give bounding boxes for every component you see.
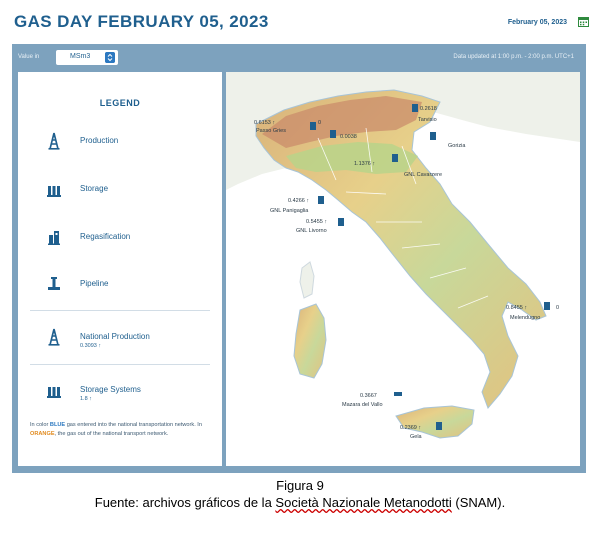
legend-total-label: National Production <box>80 332 150 341</box>
dashboard-panel <box>12 44 586 473</box>
unit-select[interactable] <box>56 50 118 65</box>
entry-point-value: 0.5455 ↑ <box>306 219 328 225</box>
legend-item-label: Pipeline <box>80 279 109 288</box>
figure-caption-source: Fuente: archivos gráficos de la Società Nazionale Metanodotti (SNAM). <box>94 495 506 510</box>
legend-total-storage-systems <box>18 379 222 409</box>
entry-point-name: Tarvisio <box>418 117 437 123</box>
entry-point-name: Gela <box>410 434 422 440</box>
legend-total-value: 0.3093 ↑ <box>80 343 102 349</box>
italy-map[interactable] <box>226 72 580 466</box>
entry-point-value: 0.8455 ↑ <box>506 305 528 311</box>
storage-icon <box>46 381 62 399</box>
caption-company-name: Società Nazionale Metanodotti <box>275 495 452 510</box>
legend-total-value: 1.8 ↑ <box>80 396 92 402</box>
entry-point-value: 0.0038 <box>340 134 357 140</box>
legend-panel <box>18 72 222 466</box>
entry-point-mazara-del-vallo[interactable] <box>342 392 402 408</box>
entry-point-name: GNL Livorno <box>296 228 327 234</box>
entry-point-value: 0.2369 ↑ <box>400 425 422 431</box>
entry-point-name: Mazara del Vallo <box>342 402 383 408</box>
storage-icon <box>46 180 62 198</box>
entry-point-extra: 0 <box>556 305 560 311</box>
unit-select-value: MSm3 <box>70 53 91 60</box>
entry-point-extra: 0 <box>318 120 322 126</box>
legend-title: LEGEND <box>99 98 141 108</box>
entry-point-value: 1.1376 ↑ <box>354 161 376 167</box>
entry-point-name: GNL Cavarzere <box>404 172 443 178</box>
entry-point-gnl-panigaglia[interactable] <box>270 196 324 214</box>
legend-item-pipeline[interactable] <box>18 273 222 303</box>
legend-item-production[interactable] <box>18 130 222 160</box>
legend-divider <box>30 364 210 365</box>
toolbar <box>12 44 586 70</box>
entry-point-value: 0.4266 ↑ <box>288 198 310 204</box>
entry-point-name: Passo Gries <box>256 128 286 134</box>
map-area[interactable] <box>226 72 580 466</box>
unit-label: Value in <box>18 54 40 60</box>
entry-point-gorizia[interactable] <box>430 132 466 149</box>
page-header <box>14 10 589 40</box>
entry-point-value: 0.3667 <box>360 393 377 399</box>
legend-divider <box>30 310 210 311</box>
legend-total-label: Storage Systems <box>80 385 141 394</box>
legend-total-national-production <box>18 326 222 356</box>
production-icon <box>46 132 62 150</box>
corsica-island <box>300 262 314 298</box>
chevron-updown-icon <box>105 52 115 63</box>
entry-point-name: Gorizia <box>448 143 466 149</box>
sardinia-island <box>294 304 326 378</box>
entry-point-name: Melendugno <box>510 315 541 321</box>
figure-caption-number: Figura 9 <box>276 478 324 493</box>
last-updated-text: Data updated at 1:00 p.m. - 2:00 p.m. UTC+1 <box>453 54 574 60</box>
legend-item-label: Regasification <box>80 232 131 241</box>
legend-item-storage[interactable] <box>18 178 222 208</box>
production-icon <box>46 328 62 346</box>
page-title: GAS DAY FEBRUARY 05, 2023 <box>14 12 269 31</box>
note-blue-keyword: BLUE <box>49 422 66 428</box>
legend-note: In color BLUE gas entered into the national transportation network. In ORANGE, the gas out of the national transport network. <box>30 422 202 437</box>
sicily-island <box>396 406 474 438</box>
entry-point-gnl-livorno[interactable] <box>296 218 344 234</box>
note-orange-keyword: ORANGE <box>30 430 55 437</box>
entry-point-name: GNL Panigaglia <box>270 208 309 214</box>
legend-item-label: Storage <box>80 184 109 193</box>
entry-point-value: 0.6153 ↑ <box>254 120 276 126</box>
calendar-icon[interactable] <box>578 16 589 27</box>
pipeline-icon <box>46 275 62 293</box>
regasification-icon <box>46 228 62 246</box>
entry-point-value: 0.2618 <box>420 106 437 112</box>
legend-item-regasification[interactable] <box>18 226 222 256</box>
date-picker-label[interactable]: February 05, 2023 <box>507 19 567 26</box>
legend-item-label: Production <box>80 136 119 145</box>
